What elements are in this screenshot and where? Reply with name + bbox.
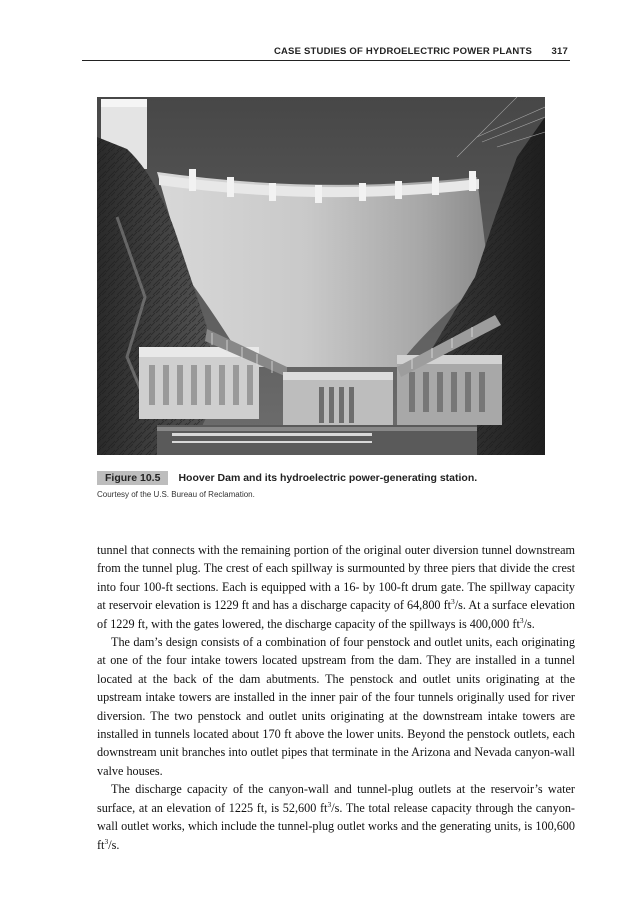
running-title: CASE STUDIES OF HYDROELECTRIC POWER PLANTS: [273, 46, 532, 57]
hoover-dam-photo: [97, 97, 545, 455]
figure-title: Hoover Dam and its hydroelectric power-generating station.: [178, 472, 478, 484]
figure-credit: Courtesy of the U.S. Bureau of Reclamation.: [97, 490, 255, 499]
paragraph-1: tunnel that connects with the remaining portion of the original outer diversion tunnel downstream from the tunnel plug. The crest of each spillway is surmounted by three piers that divide the crest into four 100-ft sections. Each is equipped with a 16- by 100-ft drum gate. The spillway capacity at reservoir elevation is 1229 ft and has a discharge capacity of 64,800 $ft^3/s$. At a surface elevation of 1229 ft, with the gates lowered, the discharge capacity of the spillways is 400,000 $ft^3/s$.: [97, 543, 575, 631]
body-text: [97, 541, 575, 854]
figure-label: Figure 10.5: [97, 471, 168, 485]
page-number: 317: [551, 46, 568, 57]
paragraph-2: The dam’s design consists of a combination of four penstock and outlet units, each originating at one of the four intake towers located upstream from the dam. They are installed in a tunnel located at the back of the dam abutments. The penstock and outlet units originating at the upstream intake towers are installed in the inner pair of the four tunnels originally used for river diversion. The two penstock and outlet units originating at the downstream intake towers are installed in tunnels located about 170 ft above the lower units. Beyond the penstock outlets, each downstream unit branches into outlet pipes that terminate in the Arizona and Nevada canyon-wall valve houses.: [97, 635, 575, 778]
running-header: [82, 44, 570, 61]
paragraph-3: The discharge capacity of the canyon-wall and tunnel-plug outlets at the reservoir’s water surface, at an elevation of 1225 ft, is 52,600 $ft^3/s$. The total release capacity through the canyon-wall outlet works, which include the tunnel-plug outlet works and the generating units, is 100,600 $ft^3/s$.: [97, 782, 575, 852]
figure-caption: [97, 468, 567, 499]
